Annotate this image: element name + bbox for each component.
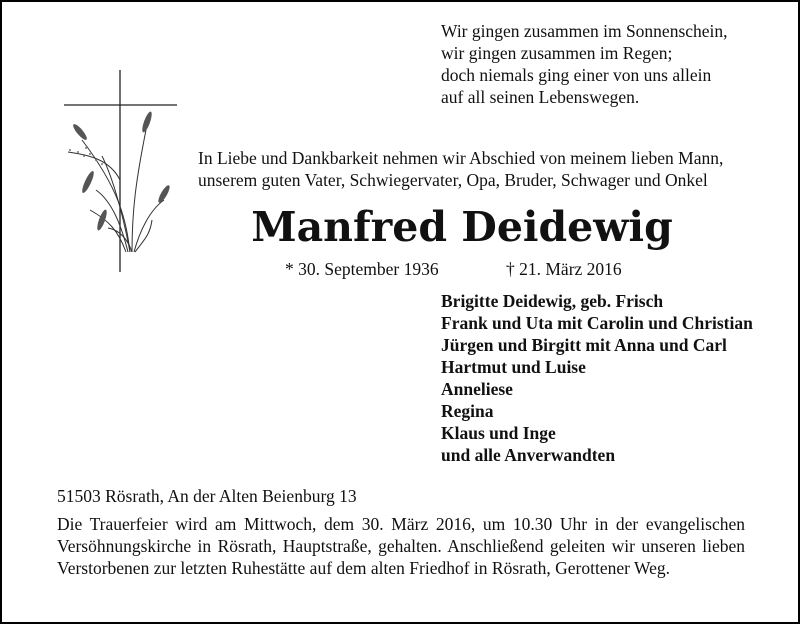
poem-line: wir gingen zusammen im Regen; [441,43,673,63]
poem-line: auf all seinen Lebenswegen. [441,87,640,107]
family-member: Frank und Uta mit Carolin und Christian [441,313,753,333]
address: 51503 Rösrath, An der Alten Beienburg 13 [57,486,357,506]
deceased-name: Manfred Deidewig [251,203,673,251]
family-member: Hartmut und Luise [441,357,586,377]
intro-line: In Liebe und Dankbarkeit nehmen wir Abschied von meinem lieben Mann, [198,148,724,168]
family-member: Jürgen und Birgitt mit Anna und Carl [441,335,727,355]
poem-line: Wir gingen zusammen im Sonnenschein, [441,21,728,41]
intro-line: unserem guten Vater, Schwiegervater, Opa, Bruder, Schwager und Onkel [198,170,708,190]
poem-line: doch niemals ging einer von uns allein [441,65,712,85]
family-member: Klaus und Inge [441,423,556,443]
family-member: Brigitte Deidewig, geb. Frisch [441,291,664,311]
service-line: Die Trauerfeier wird am Mittwoch, dem 30. März 2016, um 10.30 Uhr in der evangelischen [57,514,745,534]
birth-date: * 30. September 1936 [285,259,439,279]
family-member: und alle Anverwandten [441,445,616,465]
intro-text [198,147,723,191]
funeral-service-text [57,513,745,579]
family-member: Regina [441,401,494,421]
death-date: † 21. März 2016 [506,259,622,279]
family-list [441,290,753,466]
family-member: Anneliese [441,379,513,399]
service-line: Verstorbenen zur letzten Ruhestätte auf dem alten Friedhof in Rösrath, Gerottener Weg. [57,558,670,578]
service-line: Versöhnungskirche in Rösrath, Hauptstraße, gehalten. Anschließend geleiten wir unseren lieben [57,536,745,556]
poem [441,20,728,108]
